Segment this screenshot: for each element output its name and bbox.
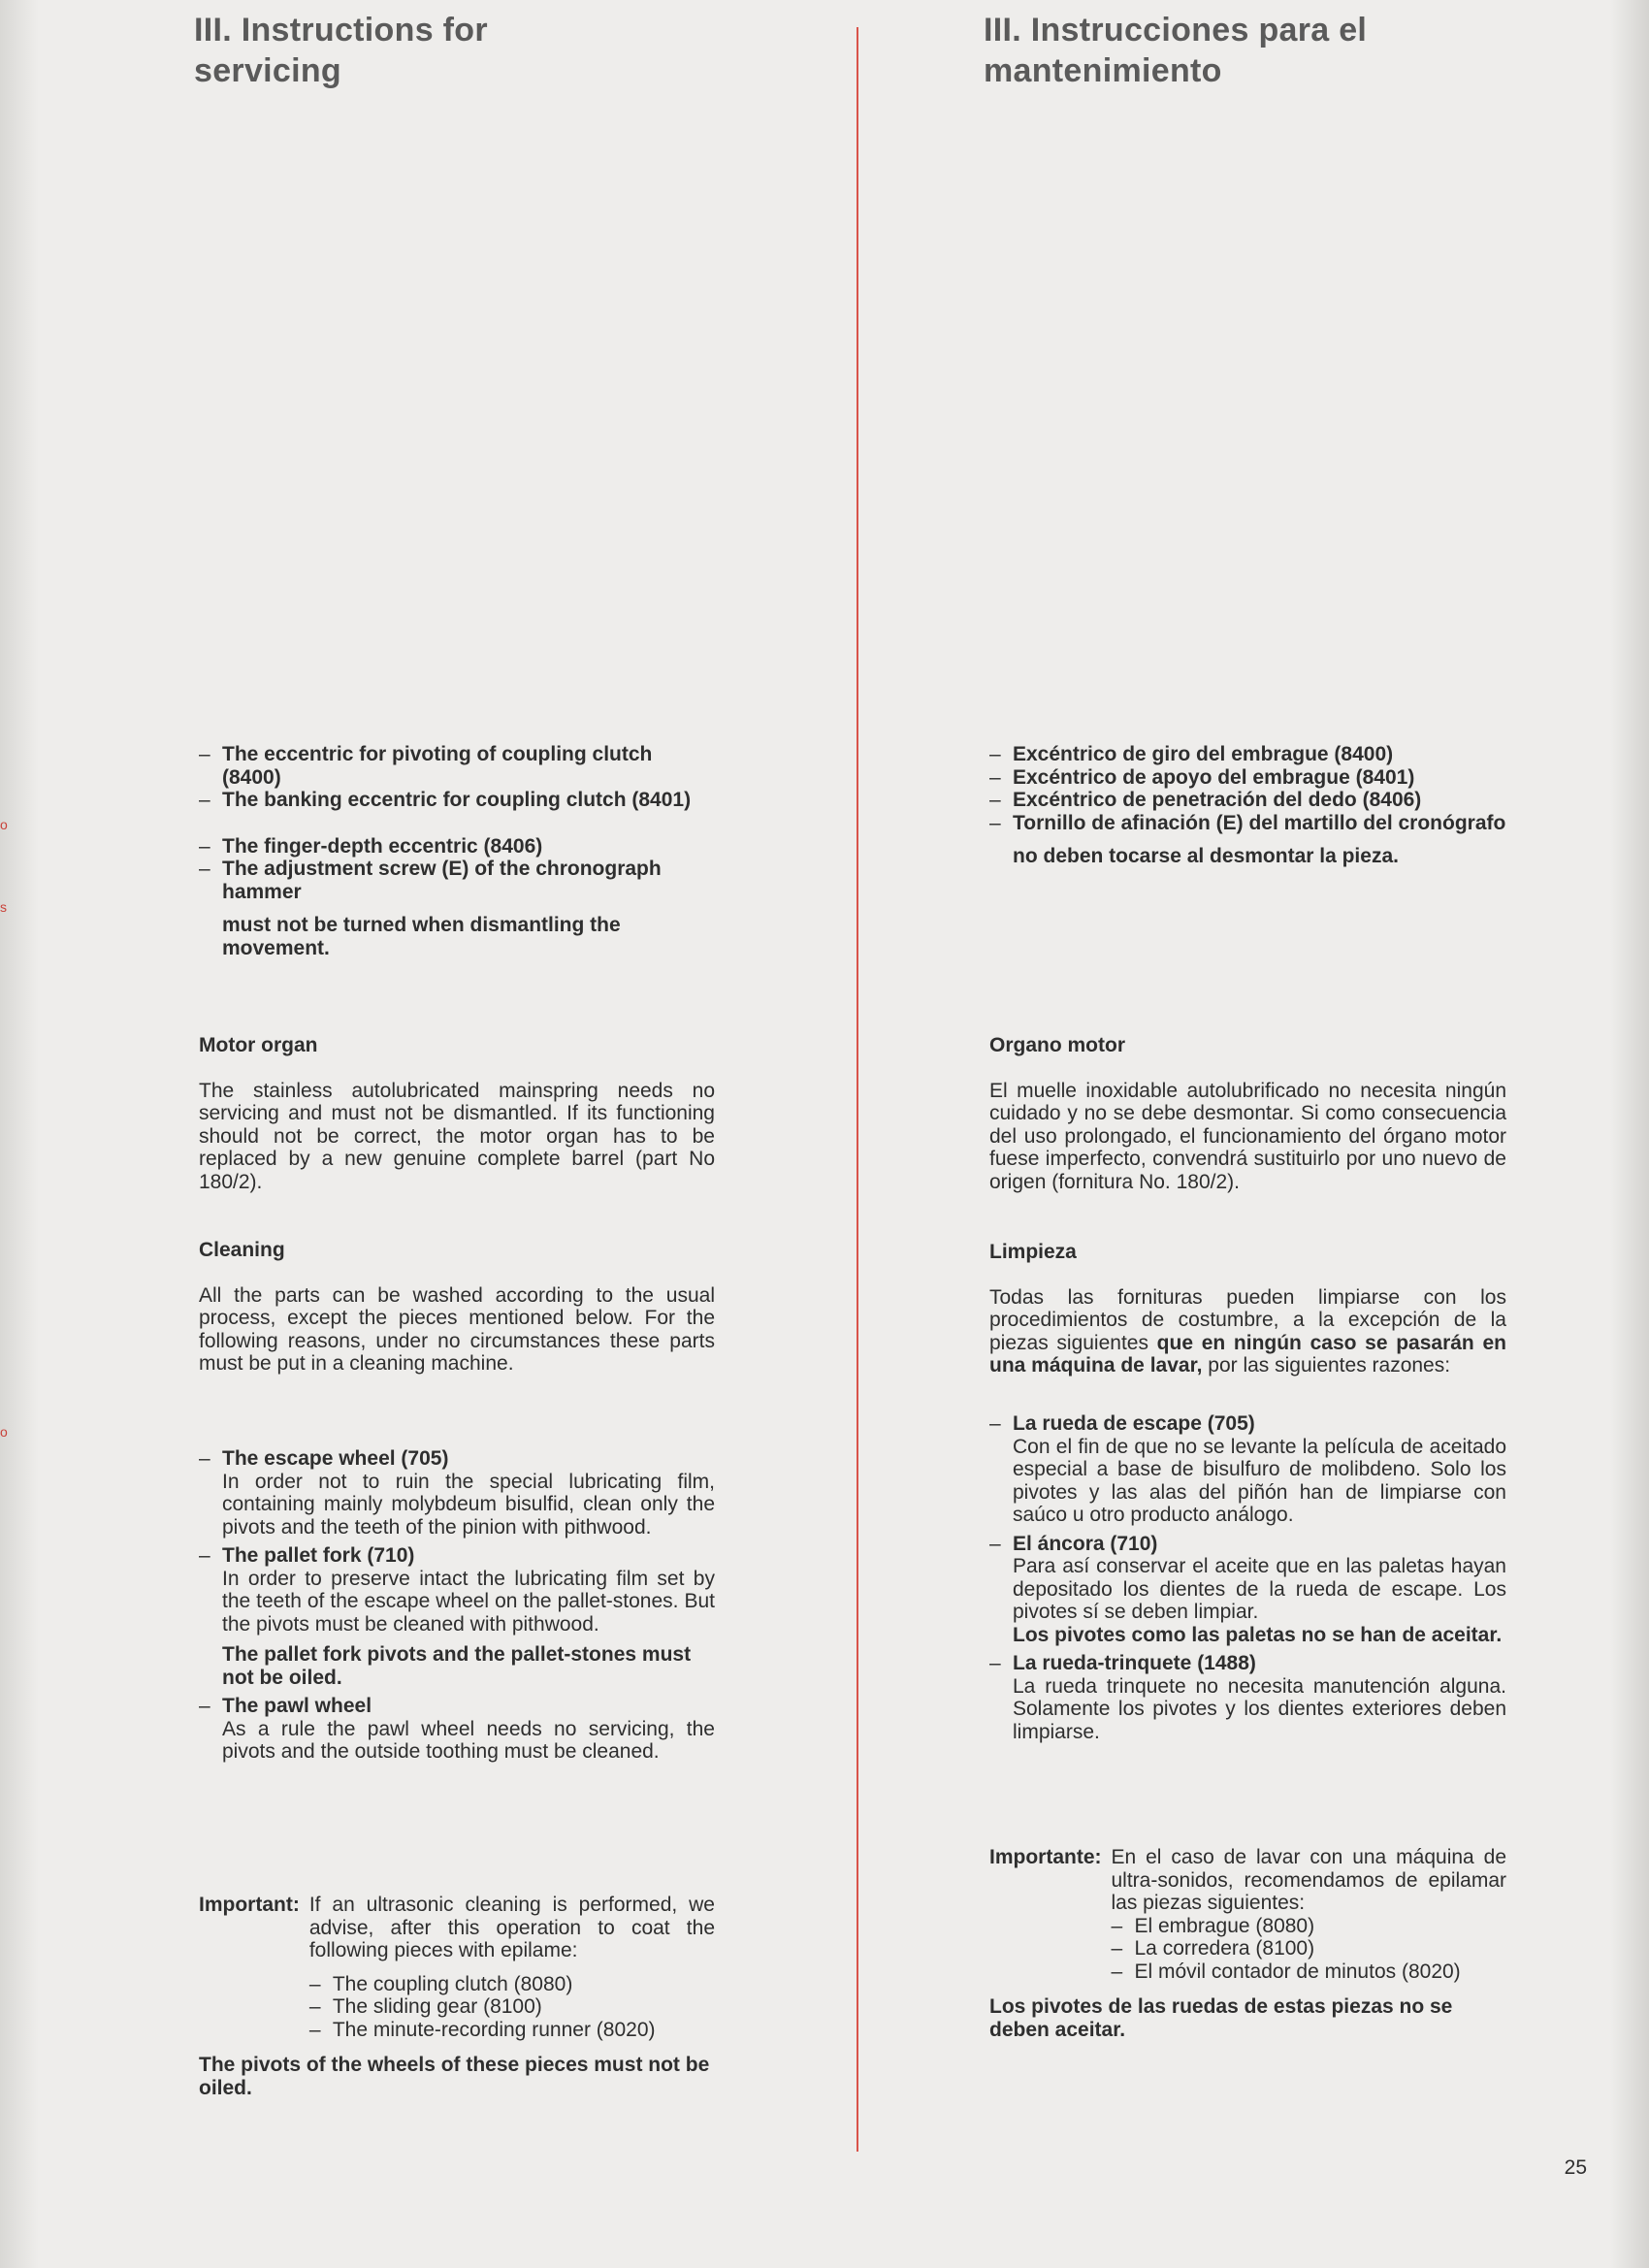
spanish-cleaning-text-bold: que en ningún caso se pasarán en una máquina de lavar, [989,1331,1506,1377]
spanish-escape-title: La rueda de escape (705) [1013,1412,1255,1435]
english-cleaning-text: All the parts can be washed according to the usual process, except the pieces mentioned below. For the following reasons, under no circumstances these parts must be put in a cleaning machine. [199,1283,715,1375]
list-item: – The adjustment screw (E) of the chronograph hammer [199,858,715,903]
english-pawl-title: The pawl wheel [222,1695,372,1717]
english-cleaning-section [199,1239,715,1376]
list-item: – The escape wheel (705) In order not to ruin the special lubricating film, containing mainly molybdeum bisulfid, clean only the pivots and the teeth of the pinion with pithwood. [199,1447,715,1539]
spanish-cleaning-title: Limpieza [989,1241,1077,1263]
english-parts-list [199,1447,715,1764]
spanish-cleaning-section [989,1241,1506,1377]
list-item: – The sliding gear (8100) [309,1995,715,2019]
list-item: – The pallet fork (710) In order to preserve intact the lubricating film set by the teeth of the escape wheel on the pallet-stones. But the pivots must be cleaned with pithwood. The pallet fork pivots and the pallet-stones must not be oiled. [199,1544,715,1689]
page-edge-shadow [1610,0,1649,2268]
spanish-trinquete-title: La rueda-trinquete (1488) [1013,1652,1256,1674]
english-pallet-note: The pallet fork pivots and the pallet-stones must not be oiled. [222,1643,692,1689]
spanish-motor-text: El muelle inoxidable autolubrificado no necesita ningún cuidado y no se debe desmontar. Si como consecuencia del uso prolongado, el funcionamiento del órgano motor fuese imperfecto, convendrá sustituirlo por uno nuevo de origen (fornitura No. 180/2). [989,1079,1506,1193]
spanish-ancora-text: Para así conservar el aceite que en las paletas hayan depositado los dientes de la rueda de escape. Los pivotes sí se deben limpiar. [1013,1555,1506,1623]
spanish-trinquete-text: La rueda trinquete no necesita manutención alguna. Solamente los pivotes y los dientes exteriores deben limpiarse. [1013,1674,1506,1743]
spanish-important-label: Importante: [989,1846,1102,1868]
english-motor-title: Motor organ [199,1034,318,1056]
list-item: – Excéntrico de apoyo del embrague (8401) [989,766,1506,790]
english-important-text: If an ultrasonic cleaning is performed, we advise, after this operation to coat the following pieces with epilame: [308,1894,715,1961]
english-escape-text: In order not to ruin the special lubricating film, containing mainly molybdeum bisulfid, clean only the pivots and the teeth of the pinion with pithwood. [222,1470,715,1539]
list-item: – The pawl wheel As a rule the pawl wheel needs no servicing, the pivots and the outside toothing must be cleaned. [199,1695,715,1763]
english-important-label: Important: [199,1894,300,1916]
spanish-cleaning-text [989,1286,1506,1377]
spanish-heading-line2: mantenimiento [984,52,1222,89]
list-item: – The finger-depth eccentric (8406) [199,835,715,859]
spanish-parts-list [989,1412,1506,1743]
spanish-escape-text: Con el fin de que no se levante la película de aceitado especial a base de bisulfuro de molibdeno. Solo los pivotes y las alas del piñón han de limpiarse con saúco u otro producto análogo. [1013,1435,1506,1526]
english-cleaning-title: Cleaning [199,1239,285,1261]
spanish-eccentric-list [989,743,1506,868]
margin-mark: s [0,899,7,915]
spanish-cleaning-text-b: por las siguientes razones: [1208,1354,1451,1377]
column-divider [857,27,858,2152]
list-item: – The coupling clutch (8080) [309,1973,715,1996]
list-item: – El móvil contador de minutos (8020) [1112,1960,1507,1984]
list-item: – The minute-recording runner (8020) [309,2019,715,2042]
spanish-cleaning-text-a: Todas las fornituras pueden limpiarse con los procedimientos de costumbre, a la excepción de la piezas siguientes [989,1285,1506,1354]
list-item: – El embrague (8080) [1112,1915,1507,1938]
spanish-important-text: En el caso de lavar con una máquina de ultra-sonidos, recomendamos de epilamar las piezas siguientes: [1111,1846,1506,1914]
english-motor-section [199,1034,715,1193]
list-item: – The eccentric for pivoting of coupling clutch (8400) [199,743,715,789]
list-item: – The banking eccentric for coupling clutch (8401) [199,789,715,812]
list-item: – Excéntrico de giro del embrague (8400) [989,743,1506,766]
english-heading-line1: III. Instructions for [194,12,488,49]
spanish-ancora-title: El áncora (710) [1013,1532,1158,1555]
english-motor-text: The stainless autolubricated mainspring needs no servicing and must not be dismantled. If its functioning should not be correct, the motor organ has to be replaced by a new genuine complete barrel (part No 180/2). [199,1079,715,1193]
spanish-motor-section [989,1034,1506,1193]
list-item: – El áncora (710) Para así conservar el aceite que en las paletas hayan depositado los dientes de la rueda de escape. Los pivotes sí se deben limpiar. Los pivotes como las paletas no se han de aceitar. [989,1533,1506,1647]
english-heading-line2: servicing [194,52,341,89]
list-item: – Tornillo de afinación (E) del martillo del cronógrafo [989,812,1506,835]
spanish-heading [984,10,1367,91]
list-item: – La rueda de escape (705) Con el fin de que no se levante la película de aceitado especial a base de bisulfuro de molibdeno. Solo los pivotes y las alas del piñón han de limpiarse con saúco u otro producto análogo. [989,1412,1506,1526]
page-number: 25 [1564,2156,1587,2179]
margin-mark: o [0,1424,8,1440]
english-heading [194,10,488,91]
spanish-ancora-note: Los pivotes como las paletas no se han de aceitar. [1013,1623,1503,1646]
list-item: – La rueda-trinquete (1488) La rueda trinquete no necesita manutención alguna. Solamente los pivotes y los dientes exteriores deben limpiarse. [989,1652,1506,1743]
english-warning: must not be turned when dismantling the movement. [222,914,621,959]
spanish-final-note: Los pivotes de las ruedas de estas piezas no se deben aceitar. [989,1995,1453,2041]
english-escape-title: The escape wheel (705) [222,1447,449,1470]
english-pawl-text: As a rule the pawl wheel needs no servicing, the pivots and the outside toothing must be cleaned. [222,1717,715,1763]
spanish-motor-title: Organo motor [989,1034,1125,1056]
spanish-heading-line1: III. Instrucciones para el [984,12,1368,49]
english-pallet-title: The pallet fork (710) [222,1544,415,1567]
english-important-section [199,1894,715,2099]
list-item: – Excéntrico de penetración del dedo (8406) [989,789,1506,812]
english-eccentric-list [199,743,715,959]
list-item: – La corredera (8100) [1112,1937,1507,1960]
spanish-warning: no deben tocarse al desmontar la pieza. [1013,845,1399,867]
page-gutter-shadow [0,0,39,2268]
english-pallet-text: In order to preserve intact the lubricating film set by the teeth of the escape wheel on the pallet-stones. But the pivots must be cleaned with pithwood. [222,1567,715,1636]
spanish-important-section [989,1846,1506,2041]
english-final-note: The pivots of the wheels of these pieces must not be oiled. [199,2054,710,2099]
margin-mark: o [0,817,8,832]
